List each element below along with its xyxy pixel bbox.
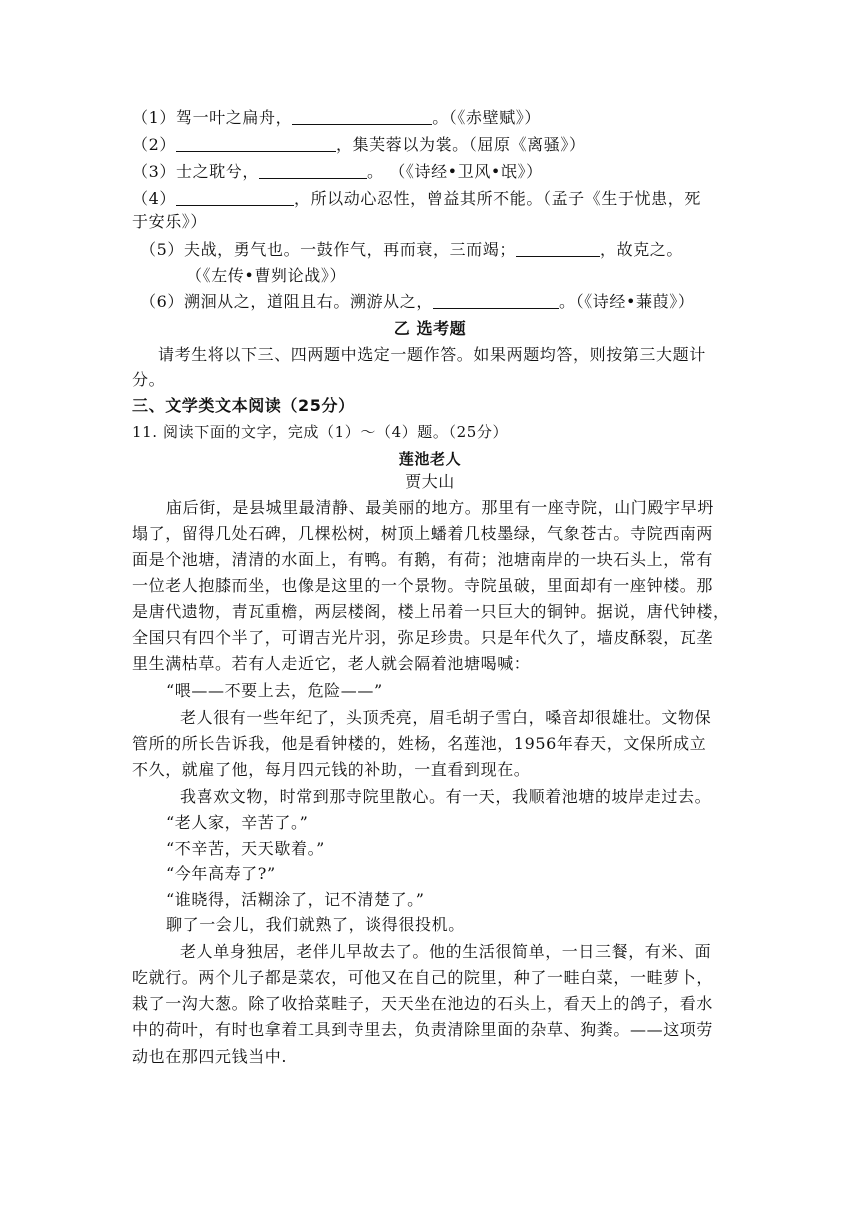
article-line: 中的荷叶，有时也拿着工具到寺里去，负责清除里面的杂草、狗粪。——这项劳 [132,1020,714,1039]
item-suffix: 。（《赤壁赋》） [432,108,541,127]
item-prefix: 夫战，勇气也。一鼓作气，再而衰，三而竭； [183,240,516,259]
section-instruction-cont: 分。 [132,370,166,389]
article-line: 是唐代遗物，青瓦重檐，两层楼阁，楼上吊着一只巨大的铜钟。据说，唐代钟楼， [132,602,730,621]
item-suffix: ，集芙蓉以为裳。（屈原《离骚》） [335,135,586,154]
item-prefix: 士之耽兮， [175,162,259,181]
blank-item-6 [140,292,740,312]
article-author: 贾大山 [405,472,455,491]
article-line: “今年高寿了?” [166,864,276,883]
item-prefix: 溯洄从之，道阻且右。溯游从之， [183,292,433,311]
article-line: 庙后街，是县城里最清静、最美丽的地方。那里有一座寺院，山门殿宇早坍 [166,498,714,517]
item-number: （4） [132,189,176,208]
article-line: 里生满枯草。若有人走近它，老人就会隔着池塘喝喊： [132,654,531,673]
answer-blank[interactable] [292,108,432,125]
section-instruction: 请考生将以下三、四两题中选定一题作答。如果两题均答，则按第三大题计 [158,345,706,364]
article-line: 聊了一会儿，我们就熟了，谈得很投机。 [166,915,465,934]
section-title: 乙 选考题 [393,319,467,338]
item-number: （2） [132,135,176,154]
item-number: （6） [140,292,184,311]
answer-blank[interactable] [176,189,294,206]
blank-item-5-cont: （《左传•曹刿论战》） [186,266,347,285]
answer-blank[interactable] [176,135,336,152]
blank-item-2 [132,135,732,155]
article-line: 我喜欢文物，时常到那寺院里散心。有一天，我顺着池塘的坡岸走过去。 [180,787,712,806]
item-suffix: 。 （《诗经•卫风•氓》） [367,162,543,181]
answer-blank[interactable] [433,292,559,309]
item-number: （3） [132,162,176,181]
blank-item-5 [140,240,740,260]
blank-item-4 [132,189,732,209]
article-line: “老人家，辛苦了。” [166,813,309,832]
item-suffix: ，故克之。 [600,240,684,259]
article-line: 管所的所长告诉我，他是看钟楼的，姓杨，名莲池，1956年春天，文保所成立 [132,734,707,753]
article-line: 全国只有四个半了，可谓吉光片羽，弥足珍贵。只是年代久了，墙皮酥裂，瓦垄 [132,628,714,647]
article-line: “喂——不要上去，危险——” [166,681,383,700]
article-line: 动也在那四元钱当中. [132,1047,288,1066]
blank-item-1 [132,108,732,128]
section-heading: 三、文学类文本阅读（25分） [132,396,355,415]
blank-item-3 [132,162,732,182]
article-line: 一位老人抱膝而坐，也像是这里的一个景物。寺院虽破，里面却有一座钟楼。那 [132,576,714,595]
article-line: “不辛苦，天天歇着。” [166,839,325,858]
article-line: 栽了一沟大葱。除了收拾菜畦子，天天坐在池边的石头上，看天上的鸽子，看水 [132,994,714,1013]
item-number: （1） [132,108,176,127]
article-line: 老人单身独居，老伴儿早故去了。他的生活很简单，一日三餐，有米、面 [180,942,712,961]
question-prompt: 11. 阅读下面的文字，完成（1）～（4）题。（25分） [132,423,509,441]
article-title: 莲池老人 [398,450,462,468]
answer-blank[interactable] [516,240,600,257]
item-suffix: ，所以动心忍性，曾益其所不能。（孟子《生于忧患，死 [293,189,701,208]
item-number: （5） [140,240,184,259]
article-line: 塌了，留得几处石碑，几棵松树，树顶上蟠着几枝墨绿，气象苍古。寺院西南两 [132,524,714,543]
article-line: 面是个池塘，清清的水面上，有鸭。有鹅，有荷；池塘南岸的一块石头上，常有 [132,550,714,569]
article-line: 吃就行。两个儿子都是菜农，可他又在自己的院里，种了一畦白菜，一畦萝卜， [132,968,714,987]
blank-item-4-cont: 于安乐》） [132,212,208,231]
article-line: 不久，就雇了他，每月四元钱的补助，一直看到现在。 [132,760,531,779]
item-prefix: 驾一叶之扁舟， [175,108,293,127]
article-line: 老人很有一些年纪了，头顶秃亮，眉毛胡子雪白，嗓音却很雄壮。文物保 [180,708,712,727]
article-line: “谁晓得，活糊涂了，记不清楚了。” [166,890,425,909]
answer-blank[interactable] [259,162,367,179]
item-suffix: 。（《诗经•蒹葭》） [559,292,695,311]
